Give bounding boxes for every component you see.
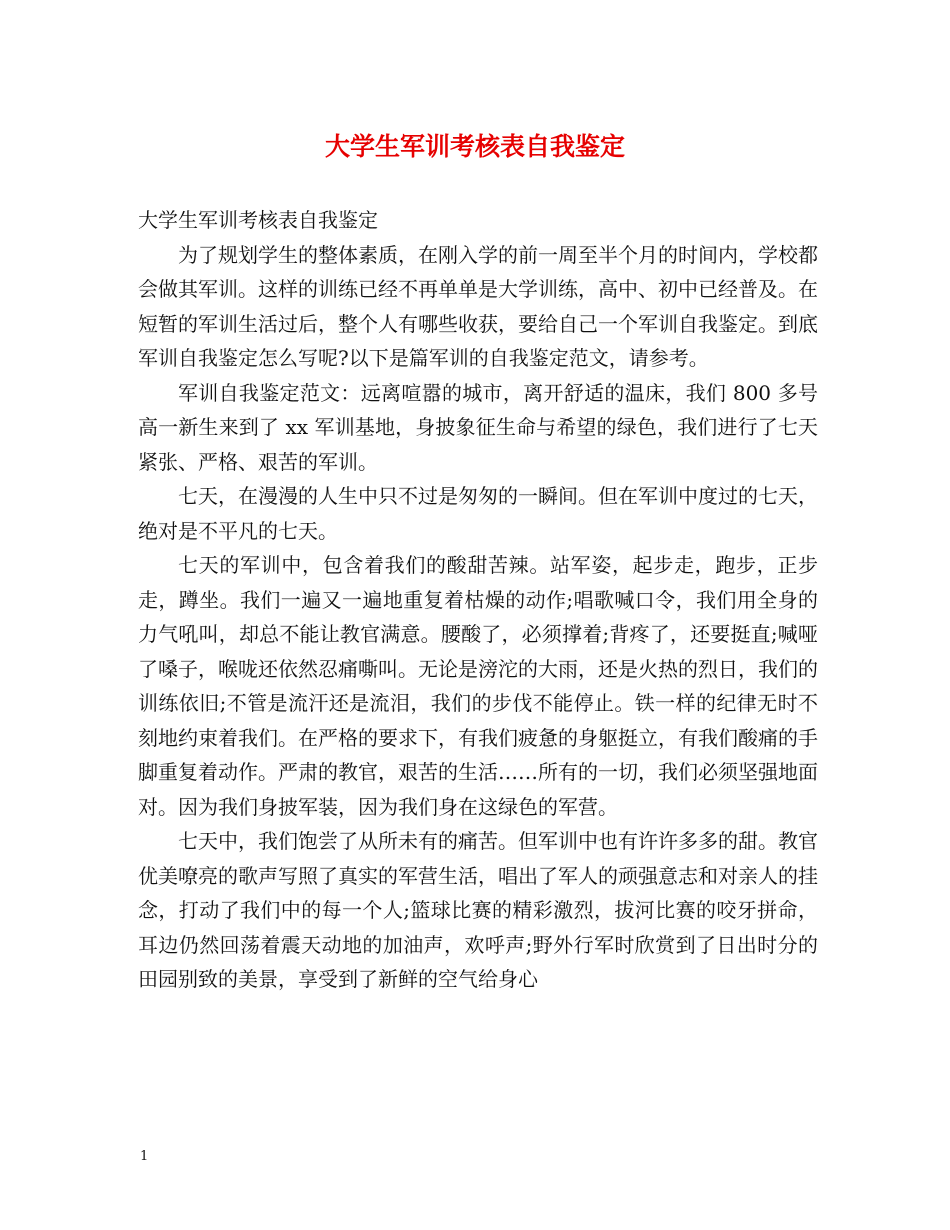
paragraph-intro: 为了规划学生的整体素质，在刚入学的前一周至半个月的时间内，学校都会做其军训。这样的训练已经不再单单是大学训练，高中、初中已经普及。在短暂的军训生活过后，整个人有哪些收获，要给自己一个军训自我鉴定。到底军训自我鉴定怎么写呢?以下是篇军训的自我鉴定范文，请参考。 xyxy=(138,242,818,370)
paragraph-seven-days: 七天，在漫漫的人生中只不过是匆匆的一瞬间。但在军训中度过的七天，绝对是不平凡的七天。 xyxy=(138,484,818,543)
paragraph-sweetness: 七天中，我们饱尝了从所未有的痛苦。但军训中也有许许多多的甜。教官优美嘹亮的歌声写照了真实的军营生活，唱出了军人的顽强意志和对亲人的挂念，打动了我们中的每一个人;篮球比赛的精彩激烈，拔河比赛的咬牙拼命，耳边仍然回荡着震天动地的加油声，欢呼声;野外行军时欣赏到了日出时分的田园别致的美景，享受到了新鲜的空气给身心 xyxy=(138,829,818,991)
paragraph-hardships: 七天的军训中，包含着我们的酸甜苦辣。站军姿，起步走，跑步，正步走，蹲坐。我们一遍又一遍地重复着枯燥的动作;唱歌喊口令，我们用全身的力气吼叫，却总不能让教官满意。腰酸了，必须撑着;背疼了，还要挺直;喊哑了嗓子，喉咙还依然忍痛嘶叫。无论是滂沱的大雨，还是火热的烈日，我们的训练依旧;不管是流汗还是流泪，我们的步伐不能停止。铁一样的纪律无时不刻地约束着我们。在严格的要求下，有我们疲惫的身躯挺立，有我们酸痛的手脚重复着动作。严肃的教官，艰苦的生活……所有的一切，我们必须坚强地面对。因为我们身披军装，因为我们身在这绿色的军营。 xyxy=(138,553,818,819)
paragraph-sample-opening: 军训自我鉴定范文：远离喧嚣的城市，离开舒适的温床，我们 800 多号高一新生来到了 xx 军训基地，身披象征生命与希望的绿色，我们进行了七天紧张、严格、艰苦的军训。 xyxy=(138,380,818,474)
document-subtitle: 大学生军训考核表自我鉴定 xyxy=(138,208,378,232)
document-body xyxy=(138,203,818,997)
page-number: 1 xyxy=(140,1149,149,1164)
document-title: 大学生军训考核表自我鉴定 xyxy=(324,132,625,161)
